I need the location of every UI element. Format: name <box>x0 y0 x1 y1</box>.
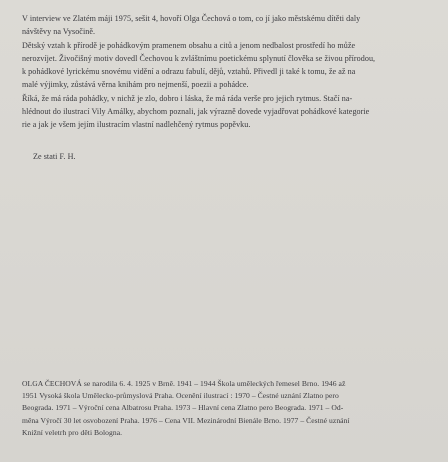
intro-line: Říká, že má ráda pohádky, v nichž je zlo, dobro i láska, že má ráda verše pro jejich rytmus. Stačí na- <box>22 93 353 103</box>
intro-line: nerozvíjet. Živočišný motiv dovedl Čechovou k zvláštnímu poetickému splynutí člověka se živou přírodou, <box>22 53 376 63</box>
source-text: Ze stati F. H. <box>33 152 76 161</box>
source-attribution <box>33 150 445 163</box>
intro-line: k pohádkové lyrickému snovému vidění a odrazu fabulí, dějů, vztahů. Přivedl ji také k tomu, že až na <box>22 67 356 77</box>
intro-line: návštěvy na Vysočině. <box>22 27 96 37</box>
bio-line: Beograda. 1971 – Výroční cena Albatrosu Praha. 1973 – Hlavní cena Zlatno pero Beograda. 1971 – Od- <box>22 403 344 413</box>
bio-line: měna Výročí 30 let osvobození Praha. 1976 – Cena VII. Mezinárodní Bienále Brno. 1977 – Čestné uznání <box>22 415 350 425</box>
intro-line: malé výjimky, zůstává věrna knihám pro nejmenší, poezii a pohádce. <box>22 80 249 90</box>
biography-paragraph <box>22 378 434 439</box>
bio-line: Knižní veletrh pro děti Bologna. <box>22 427 123 437</box>
intro-line: V interview ve Zlatém máji 1975, sešit 4, hovoří Olga Čechová o tom, co jí jako městskému dítěti daly <box>22 14 361 23</box>
intro-line: rie a jak je všem jejím ilustracím vlastní nadlehčený rytmus popěvku. <box>22 120 251 130</box>
intro-line: Dětský vztah k přírodě je pohádkovým pramenem obsahu a citů a jenom nedbalost prostředí ho může <box>22 40 356 50</box>
bio-line: OLGA ČECHOVÁ se narodila 6. 4. 1925 v Brně. 1941 – 1944 Škola uměleckých řemesel Brno. 1946 až <box>22 379 346 388</box>
intro-paragraphs <box>22 12 434 132</box>
bio-line: 1951 Vysoká škola Umělecko-průmyslová Praha. Ocenění ilustrací : 1970 – Čestné uznání Zlatno pero <box>22 391 339 401</box>
intro-line: hlédnout do ilustrací Vily Amálky, abychom poznali, jak výrazně dovede vyjadřovat pohádkové kategorie <box>22 107 370 117</box>
